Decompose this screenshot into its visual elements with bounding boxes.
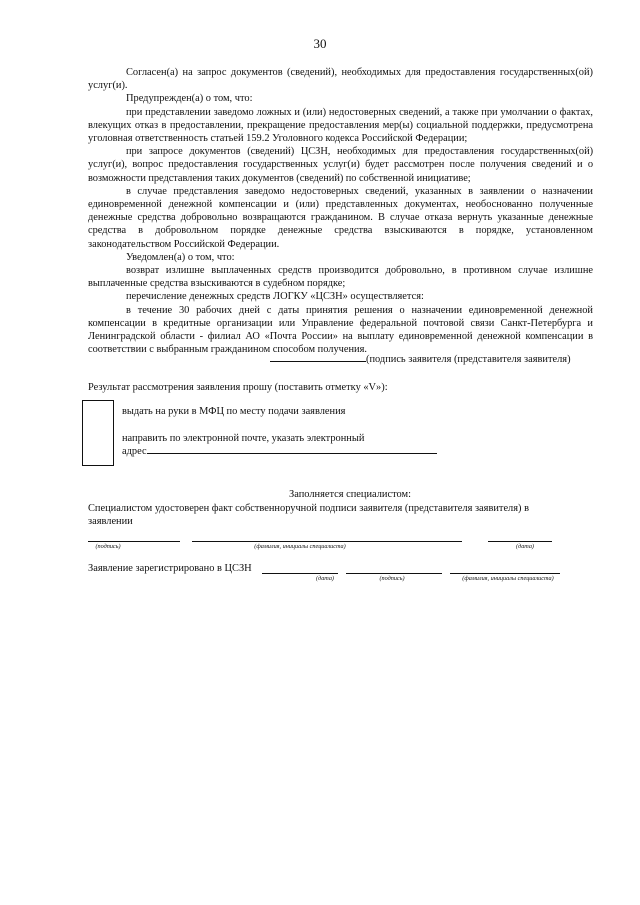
registration-signature-field[interactable] (346, 573, 442, 574)
applicant-signature-line (270, 354, 571, 365)
paragraph-warned: Предупрежден(а) о том, что: (126, 93, 253, 105)
specialist-signature-caption: (подпись) (95, 543, 121, 550)
page-number: 30 (313, 36, 327, 51)
specialist-header: Заполняется специалистом: (289, 489, 411, 500)
applicant-signature-field[interactable] (270, 361, 366, 362)
option-hand-delivery-label: выдать на руки в МФЦ по месту подачи заявления (122, 406, 346, 417)
applicant-signature-caption: (подпись заявителя (представителя заявителя) (366, 354, 571, 365)
registration-name-field[interactable] (450, 573, 560, 574)
email-address-field[interactable] (147, 453, 437, 454)
email-address-label: адрес (122, 446, 147, 458)
option-email-label (122, 432, 437, 458)
specialist-name-caption: (фамилия, инициалы специалиста) (254, 543, 346, 550)
specialist-text: Специалистом удостоверен факт собственноручной подписи заявителя (представителя заявителя) в заявлении (88, 503, 529, 528)
paragraph-overpayment: возврат излишне выплаченных средств производится добровольно, в противном случае излишне выплаченные средства взыскиваются в судебном порядке; (88, 265, 593, 290)
checkbox-hand-delivery[interactable] (82, 400, 114, 429)
registration-text: Заявление зарегистрировано в ЦСЗН (88, 563, 252, 574)
paragraph-transfer: перечисление денежных средств ЛОГКУ «ЦСЗН» осуществляется: (126, 291, 424, 303)
paragraph-return-funds: в случае представления заведомо недостоверных сведений, указанных в заявлении о назначении единовременной денежной компенсации и (или) представленных документах, необоснованно полученные денежные средства добровольно возвращаются гражданином. В случае отказа вернуть указанные денежные средства в добровольном порядке денежные средства взыскиваются в порядке, установленном законодательством Российской Федерации. (88, 185, 593, 250)
registration-date-field[interactable] (262, 573, 338, 574)
checkbox-email[interactable] (82, 427, 114, 466)
registration-name-caption: (фамилия, инициалы специалиста) (462, 575, 554, 582)
paragraph-payment-terms: в течение 30 рабочих дней с даты принятия решения о назначении единовременной денежной компенсации в кредитные организации или Управление федеральной почтовой связи Санкт-Петербурга и Ленинградской области - филиал АО «Почта России» на выплату единовременной денежной компенсации в соответствии с выбранным гражданином способом получения. (88, 304, 593, 356)
paragraph-document-request: при запросе документов (сведений) ЦСЗН, необходимых для предоставления государственных(ой) услуг(и), вопрос предоставления государственных услуг(и) будет рассмотрен после получения сведений и о возможности представления таких документов (сведений) по собственной инициативе; (88, 146, 593, 184)
registration-signature-caption: (подпись) (379, 575, 405, 582)
specialist-date-caption: (дата) (516, 543, 534, 550)
paragraph-notified: Уведомлен(а) о том, что: (126, 251, 235, 263)
result-prompt: Результат рассмотрения заявления прошу (поставить отметку «V»): (88, 382, 388, 393)
specialist-name-field[interactable] (192, 541, 462, 542)
paragraph-consent: Согласен(а) на запрос документов (сведений), необходимых для предоставления государственных(ой) услуг(и). (88, 67, 593, 92)
option-email-text: направить по электронной почте, указать электронный (122, 433, 365, 444)
specialist-date-field[interactable] (488, 541, 552, 542)
registration-date-caption: (дата) (316, 575, 334, 582)
consent-text (88, 66, 593, 356)
paragraph-liability: при представлении заведомо ложных и (или) недостоверных сведений, а также при умолчании о фактах, влекущих отказ в предоставлении, прекращение предоставления мер(ы) социальной поддержки, предусмотрена уголовная ответственность статьей 159.2 Уголовного кодекса Российской Федерации; (88, 106, 593, 145)
specialist-signature-field[interactable] (88, 541, 180, 542)
